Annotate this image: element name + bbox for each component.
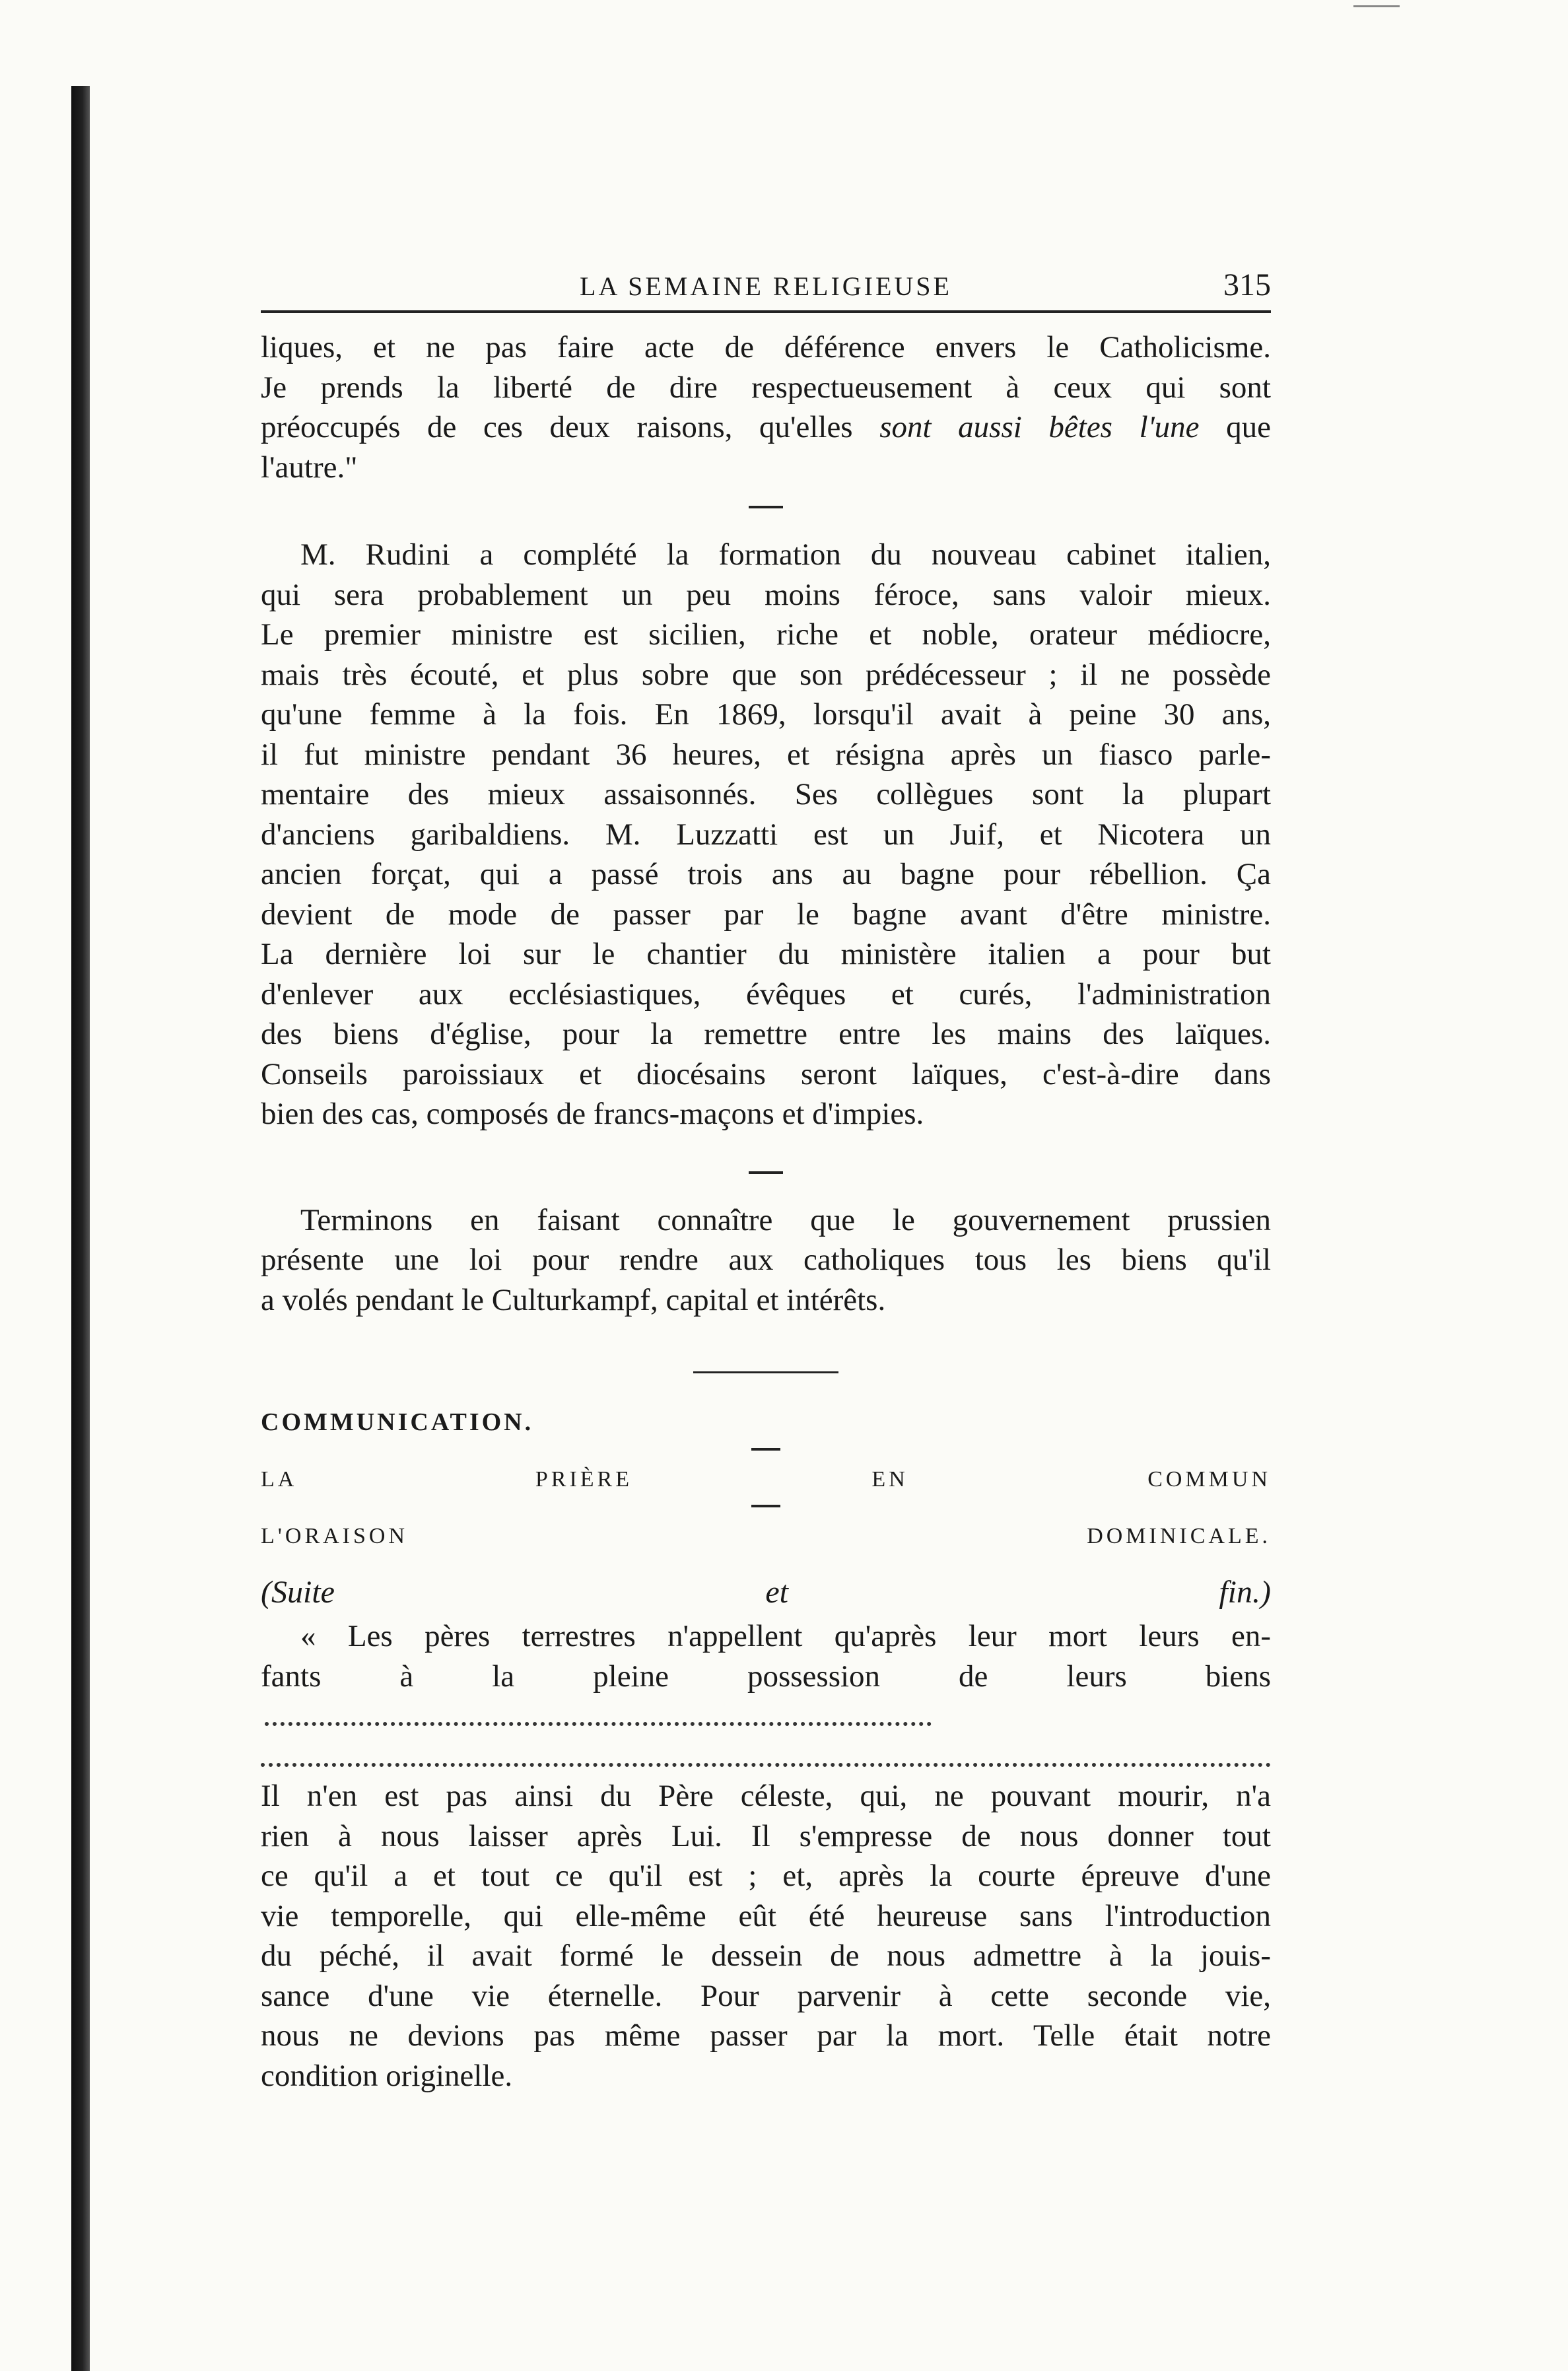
text-line: vie temporelle, qui elle-même eût été heureuse sans l'introduction: [261, 1898, 1271, 1933]
text-line: il fut ministre pendant 36 heures, et résigna après un fiasco parle-: [261, 737, 1271, 772]
text-line: Je prends la liberté de dire respectueusement à ceux qui sont: [261, 370, 1271, 405]
text-line: qui sera probablement un peu moins féroce, sans valoir mieux.: [261, 577, 1271, 612]
text-segment: que: [1226, 410, 1272, 444]
omission-dotted-line: [261, 1736, 1271, 1777]
text-line: a volés pendant le Culturkampf, capital et intérêts.: [261, 1282, 886, 1317]
section-heading: COMMUNICATION.: [261, 1408, 534, 1436]
section-subheading: L'ORAISON DOMINICALE.: [261, 1524, 1271, 1548]
page-number: 315: [1223, 267, 1271, 302]
italic-phrase: sont aussi bêtes l'une: [879, 410, 1200, 444]
text-line: La dernière loi sur le chantier du ministère italien a pour but: [261, 937, 1271, 971]
text-line: sance d'une vie éternelle. Pour parvenir à cette seconde vie,: [261, 1978, 1271, 2013]
text-segment: fants à la pleine possession de leurs biens: [261, 1659, 1271, 1694]
running-title: LA SEMAINE RELIGIEUSE: [580, 271, 952, 301]
text-line: condition originelle.: [261, 2058, 513, 2093]
text-line: [261, 407, 1271, 448]
text-line: mentaire des mieux assaisonnés. Ses collègues sont la plupart: [261, 777, 1271, 811]
text-segment: préoccupés de ces deux raisons, qu'elles: [261, 410, 853, 444]
text-line: « Les pères terrestres n'appellent qu'après leur mort leurs en-: [300, 1619, 1271, 1653]
paragraph-quote: [261, 1616, 1271, 1776]
text-line: Conseils paroissiaux et diocésains seront laïques, c'est-à-dire dans: [261, 1056, 1271, 1091]
text-line: présente une loi pour rendre aux catholiques tous les biens qu'il: [261, 1243, 1271, 1277]
paragraph-italian-cabinet: [261, 535, 1271, 1134]
paragraph-continued-quote: [261, 327, 1271, 487]
heading-dash: [751, 1505, 780, 1507]
text-line: Terminons en faisant connaître que le gouvernement prussien: [300, 1202, 1271, 1237]
text-line: Le premier ministre est sicilien, riche et noble, orateur médiocre,: [261, 617, 1271, 652]
text-line: Il n'en est pas ainsi du Père céleste, qui, ne pouvant mourir, n'a: [261, 1779, 1271, 1813]
section-rule: [693, 1371, 838, 1373]
text-line: bien des cas, composés de francs-maçons et d'impies.: [261, 1097, 924, 1131]
text-line: d'enlever aux ecclésiastiques, évêques et curés, l'administration: [261, 977, 1271, 1012]
continuation-note: (Suite et fin.): [261, 1574, 1271, 1610]
text-line: M. Rudini a complété la formation du nouveau cabinet italien,: [300, 537, 1271, 572]
text-line: mais très écouté, et plus sobre que son prédécesseur ; il ne possède: [261, 657, 1271, 692]
text-line: liques, et ne pas faire acte de déférence envers le Catholicisme.: [261, 330, 1271, 364]
book-page: [261, 264, 1271, 2096]
ellipsis-dots: [265, 1722, 932, 1726]
text-line: rien à nous laisser après Lui. Il s'empresse de nous donner tout: [261, 1818, 1271, 1853]
text-line: ce qu'il a et tout ce qu'il est ; et, après la courte épreuve d'une: [261, 1859, 1271, 1893]
text-line: nous ne devions pas même passer par la mort. Telle était notre: [261, 2018, 1271, 2053]
text-line: du péché, il avait formé le dessein de nous admettre à la jouis-: [261, 1939, 1271, 1973]
text-line: qu'une femme à la fois. En 1869, lorsqu'il avait à peine 30 ans,: [261, 697, 1271, 732]
text-line: d'anciens garibaldiens. M. Luzzatti est un Juif, et Nicotera un: [261, 817, 1271, 852]
paragraph-heavenly-father: [261, 1776, 1271, 2096]
section-dash: [749, 1171, 783, 1174]
text-line: devient de mode de passer par le bagne avant d'être ministre.: [261, 897, 1271, 932]
text-line: ancien forçat, qui a passé trois ans au bagne pour rébellion. Ça: [261, 857, 1271, 891]
section-dash: [749, 506, 783, 508]
section-subheading: LA PRIÈRE EN COMMUN: [261, 1466, 1271, 1492]
heading-dash: [751, 1448, 780, 1451]
text-line: [261, 1657, 1271, 1736]
running-header: [261, 264, 1271, 313]
paragraph-prussian-law: [261, 1200, 1271, 1321]
text-line: des biens d'église, pour la remettre entre les mains des laïques.: [261, 1017, 1271, 1051]
scan-corner-mark: [1353, 0, 1400, 7]
text-line: l'autre.": [261, 450, 358, 485]
book-binding-edge: [71, 86, 90, 2371]
